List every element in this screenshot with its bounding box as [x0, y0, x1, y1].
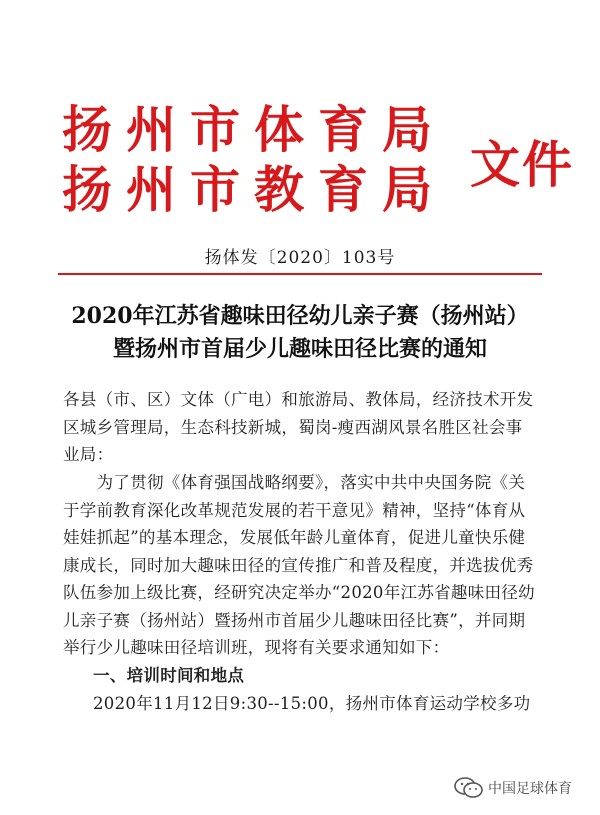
paragraph-line: 举行少儿趣味田径培训班，现将有关要求通知如下：	[63, 638, 450, 657]
addressee-line: 各县（市、区）文体（广电）和旅游局、教体局，经济技术开发	[63, 390, 534, 409]
notice-title-line-2: 暨扬州市首届少儿趣味田径比赛的通知	[112, 336, 487, 362]
paragraph-line: 娃娃抓起”的基本理念，发展低年龄儿童体育，促进儿童快乐健	[63, 528, 526, 547]
intro-paragraph	[63, 469, 543, 662]
issuer-name-education-bureau: 扬州市教育局	[62, 160, 446, 219]
addressee-line: 区城乡管理局，生态科技新城，蜀岗-瘦西湖风景名胜区社会事	[63, 417, 523, 437]
addressee-block	[63, 386, 543, 469]
addressee-line: 业局：	[63, 445, 114, 464]
paragraph-line: 队伍参加上级比赛，经研究决定举办“2020年江苏省趣味田径幼	[63, 583, 535, 602]
document-type-label: 文件	[470, 135, 574, 194]
wechat-watermark	[454, 776, 572, 800]
notice-title-line-1: 2020年江苏省趣味田径幼儿亲子赛（扬州站）	[71, 303, 529, 329]
training-time-paragraph: 2020年11月12日9:30--15:00，扬州市体育运动学校多功	[93, 694, 531, 713]
document-number: 扬体发〔2020〕103号	[204, 248, 396, 268]
watermark-text: 中国足球体育	[488, 781, 572, 797]
paragraph-line: 为了贯彻《体育强国战略纲要》，落实中共中央国务院《关	[63, 473, 526, 492]
paragraph-line: 于学前教育深化改革规范发展的若干意见》精神，坚持“体育从	[63, 500, 526, 520]
paragraph-line: 康成长，同时加大趣味田径的宣传推广和普及程度，并选拔优秀	[63, 555, 534, 575]
red-divider-line	[58, 273, 542, 275]
issuer-name-sports-bureau: 扬州市体育局	[62, 100, 446, 159]
wechat-icon	[454, 776, 484, 800]
section-heading-training-time-place: 一、培训时间和地点	[93, 666, 245, 685]
paragraph-line: 儿亲子赛（扬州站）暨扬州市首届少儿趣味田径比赛”，并同期	[63, 610, 526, 630]
